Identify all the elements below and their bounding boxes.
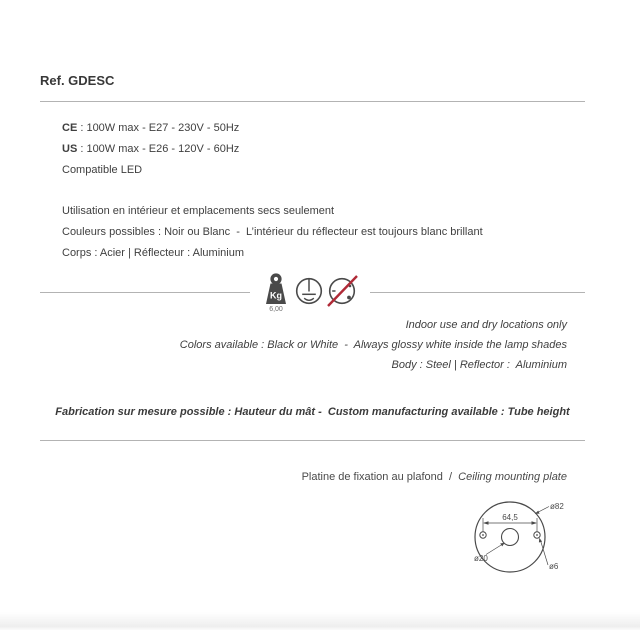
divider-mid-left [40,292,250,293]
mounting-label-separator: / [442,471,459,483]
no-dimmer-icon [324,271,362,311]
page-title: Ref. GDESC [40,73,115,88]
divider-top [40,101,585,102]
french-usage-line: Utilisation en intérieur et emplacements secs seulement [62,205,335,217]
mounting-label-fr: Platine de fixation au plafond [301,471,443,483]
english-materials-line: Body : Steel | Reflector : Aluminium [391,359,567,371]
english-usage-line: Indoor use and dry locations only [405,319,567,331]
dim-center-hole: ø20 [474,554,488,563]
spec-ce [62,121,239,135]
french-colors-line: Couleurs possibles : Noir ou Blanc - L’intérieur du réflecteur est toujours blanc brillant [62,226,483,238]
divider-mid-right [370,292,585,293]
dim-screw-hole: ø6 [549,562,559,571]
weight-unit-label: Kg [270,290,282,301]
dim-outer-diameter: ø82 [550,502,564,511]
weight-value: 6,00 [269,306,283,313]
spec-us-label: US [62,143,78,155]
english-block [67,319,567,379]
custom-manufacturing-note: Fabrication sur mesure possible : Hauteur du mât - Custom manufacturing available : Tube height [55,406,570,418]
weight-icon [261,272,291,306]
spec-ce-value: : 100W max - E27 - 230V - 50Hz [77,122,240,134]
spec-led: Compatible LED [62,164,143,176]
french-materials-line: Corps : Acier | Réflecteur : Aluminium [62,247,244,259]
earth-class-icon [295,277,323,305]
english-colors-line: Colors available : Black or White - Always glossy white inside the lamp shades [179,339,567,351]
spec-us [62,142,239,156]
spec-ce-label: CE [62,122,78,134]
spec-us-value: : 100W max - E26 - 120V - 60Hz [77,143,240,155]
page-bottom-shadow [0,612,640,630]
mounting-plate-label [302,471,567,483]
dim-hole-spacing: 64,5 [502,513,518,522]
mounting-plate-drawing [450,492,580,597]
divider-bottom [40,440,585,441]
mounting-label-en: Ceiling mounting plate [458,471,567,483]
